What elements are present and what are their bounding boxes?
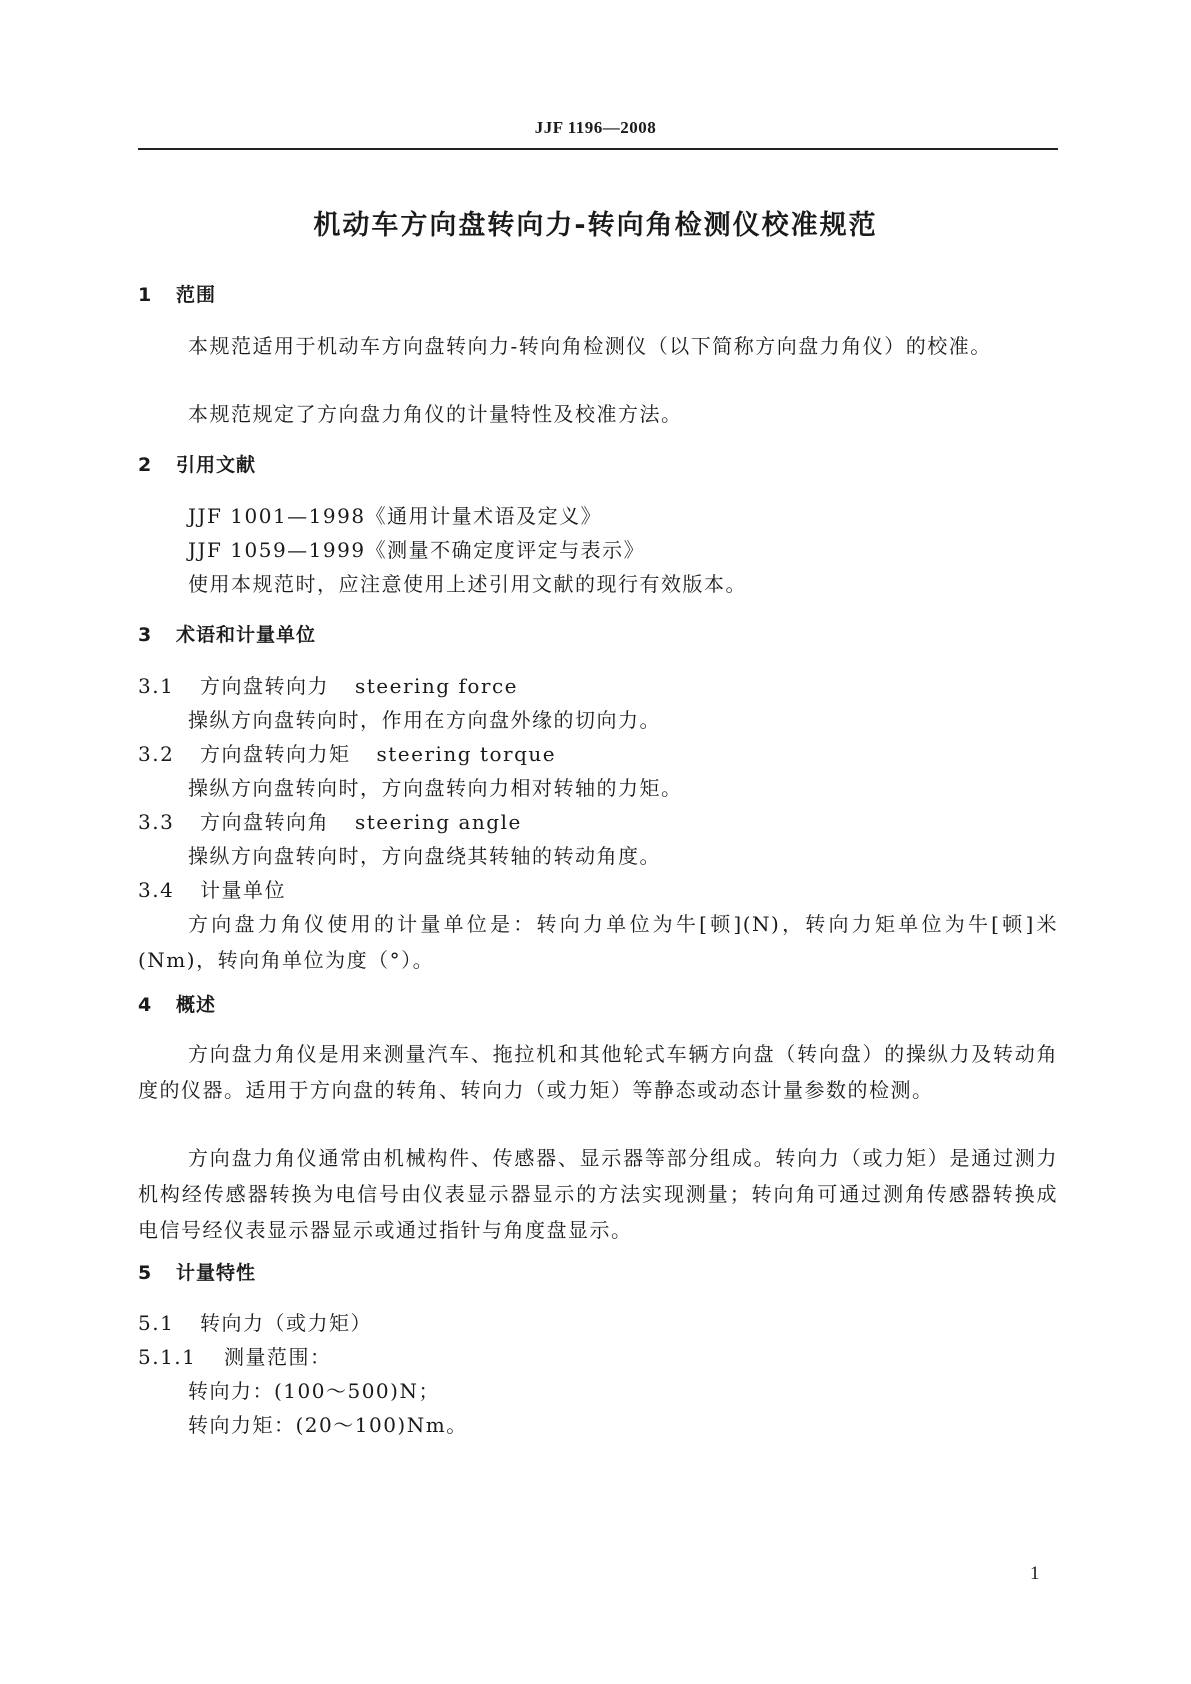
clause-term: 方向盘转向力矩	[200, 742, 351, 766]
clause-title: 转向力（或力矩）	[200, 1311, 372, 1335]
clause-term-english: steering force	[355, 674, 519, 698]
section-number: 1	[138, 284, 153, 306]
clause-5-1-1	[138, 1339, 332, 1375]
clause-title: 测量范围：	[224, 1345, 332, 1369]
section-number: 4	[138, 994, 153, 1016]
clause-3-3-definition: 操纵方向盘转向时，方向盘绕其转轴的转动角度。	[188, 844, 661, 868]
section-1-heading	[138, 280, 216, 307]
section-3-heading	[138, 620, 316, 647]
page-number: 1	[1030, 1563, 1040, 1584]
section-4-heading	[138, 990, 216, 1017]
clause-term-english: steering torque	[376, 742, 557, 766]
section-title: 术语和计量单位	[176, 624, 317, 646]
section-title: 概述	[176, 994, 217, 1016]
clause-3-1-definition: 操纵方向盘转向时，作用在方向盘外缘的切向力。	[188, 708, 661, 732]
clause-3-4-definition: 方向盘力角仪使用的计量单位是：转向力单位为牛[顿](N)，转向力矩单位为牛[顿]米(Nm)，转向角单位为度（°）。	[138, 912, 1058, 972]
clause-term: 计量单位	[200, 878, 286, 902]
clause-3-2	[138, 736, 556, 772]
section-number: 3	[138, 624, 153, 646]
section-title: 引用文献	[176, 454, 257, 476]
range-steering-torque: 转向力矩：(20～100)Nm。	[188, 1413, 468, 1437]
range-steering-force: 转向力：(100～500)N；	[188, 1379, 440, 1403]
section-5-heading	[138, 1258, 256, 1285]
section-number: 5	[138, 1262, 153, 1284]
clause-number: 3.1	[138, 674, 175, 698]
section-title: 计量特性	[176, 1262, 257, 1284]
section-number: 2	[138, 454, 153, 476]
section-4-paragraph-1: 方向盘力角仪是用来测量汽车、拖拉机和其他轮式车辆方向盘（转向盘）的操纵力及转动角度的仪器。适用于方向盘的转角、转向力（或力矩）等静态或动态计量参数的检测。	[138, 1042, 1058, 1102]
clause-3-3	[138, 804, 522, 840]
section-title: 范围	[176, 284, 217, 306]
clause-number: 3.4	[138, 878, 175, 902]
clause-3-2-definition: 操纵方向盘转向时，方向盘转向力相对转轴的力矩。	[188, 776, 683, 800]
section-2-heading	[138, 450, 256, 477]
section-2-note: 使用本规范时，应注意使用上述引用文献的现行有效版本。	[188, 572, 747, 596]
section-1-paragraph-1: 本规范适用于机动车方向盘转向力-转向角检测仪（以下简称方向盘力角仪）的校准。	[188, 334, 992, 358]
header-divider	[138, 148, 1058, 150]
clause-number: 3.2	[138, 742, 175, 766]
clause-term-english: steering angle	[355, 810, 522, 834]
clause-3-4	[138, 872, 286, 908]
reference-item: JJF 1001—1998《通用计量术语及定义》	[188, 504, 603, 528]
clause-number: 3.3	[138, 810, 175, 834]
clause-term: 方向盘转向力	[200, 674, 329, 698]
reference-item: JJF 1059—1999《测量不确定度评定与表示》	[188, 538, 646, 562]
standard-code-header: JJF 1196—2008	[534, 118, 657, 137]
section-1-paragraph-2: 本规范规定了方向盘力角仪的计量特性及校准方法。	[188, 402, 683, 426]
clause-3-1	[138, 668, 518, 704]
clause-term: 方向盘转向角	[200, 810, 329, 834]
clause-number: 5.1	[138, 1311, 175, 1335]
clause-number: 5.1.1	[138, 1345, 197, 1369]
document-title: 机动车方向盘转向力-转向角检测仪校准规范	[313, 210, 878, 241]
section-4-paragraph-2: 方向盘力角仪通常由机械构件、传感器、显示器等部分组成。转向力（或力矩）是通过测力机构经传感器转换为电信号由仪表显示器显示的方法实现测量；转向角可通过测角传感器转换成电信号经仪表显示器显示或通过指针与角度盘显示。	[138, 1146, 1058, 1242]
clause-5-1	[138, 1305, 372, 1341]
